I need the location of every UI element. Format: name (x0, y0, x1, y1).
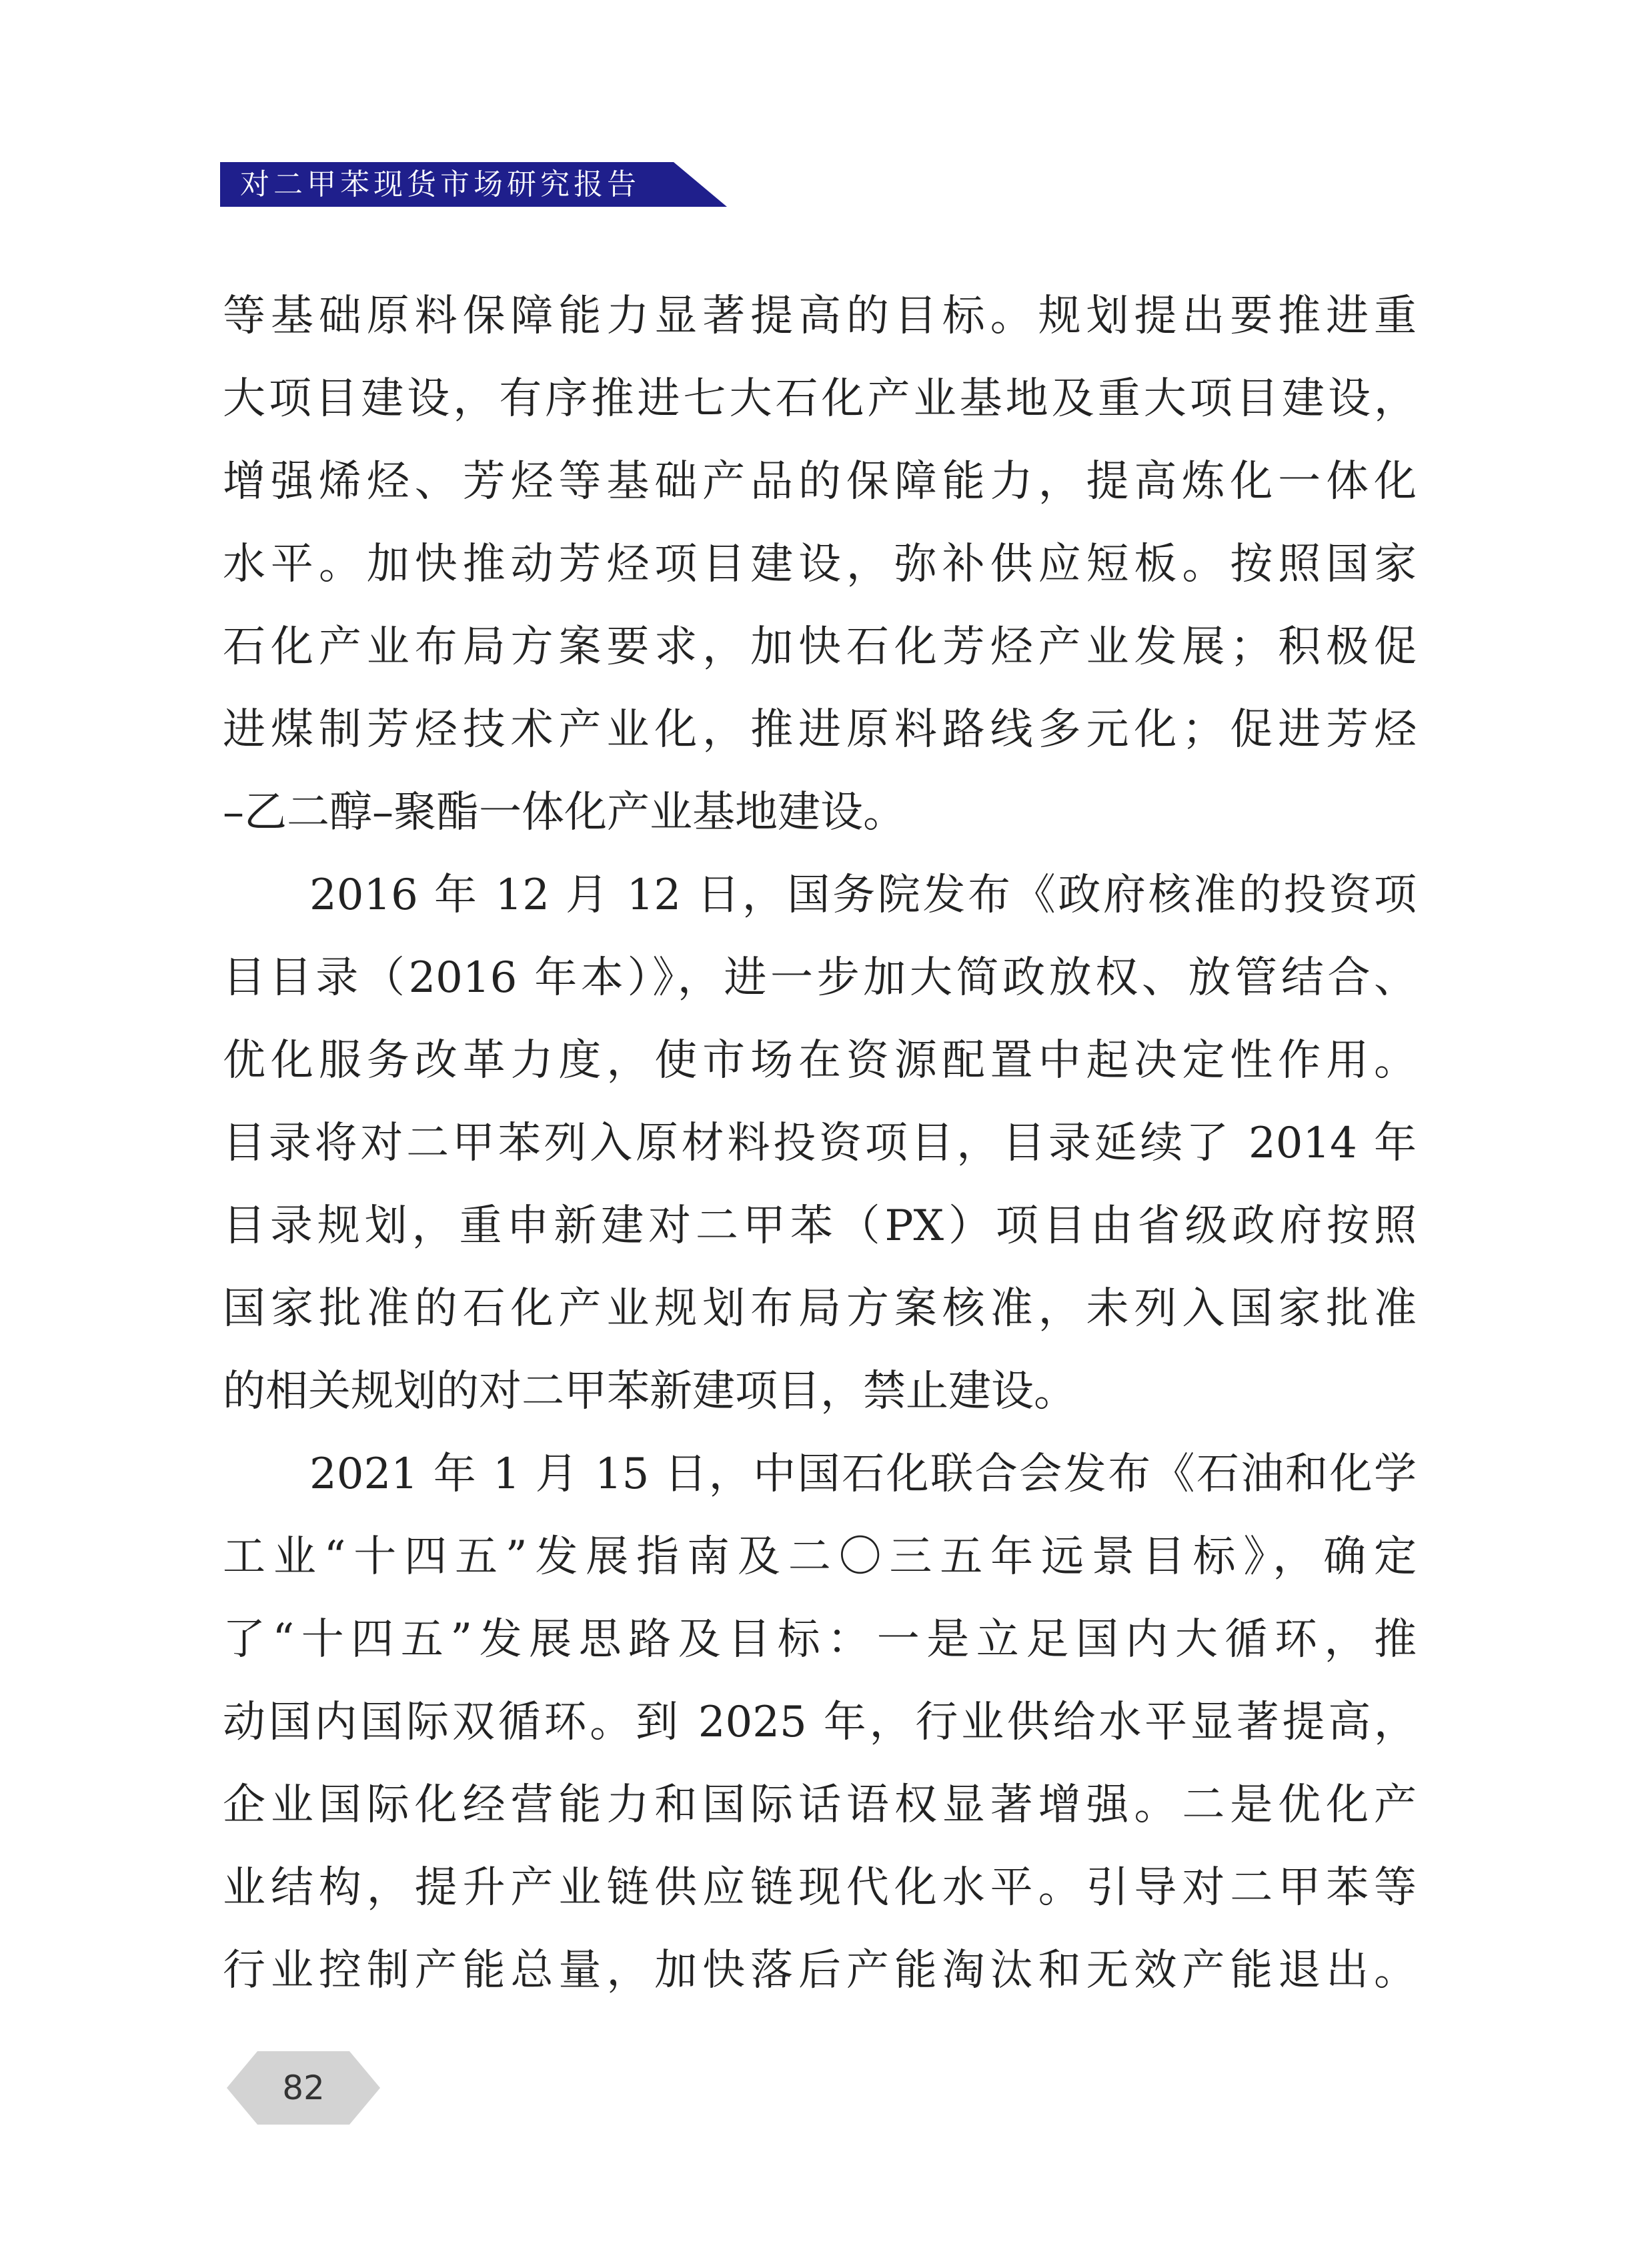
paragraph-2-line: 国家批准的石化产业规划布局方案核准，未列入国家批准 (223, 1284, 1417, 1333)
page-number: 82 (282, 2069, 325, 2107)
paragraph-2-line: 目录将对二甲苯列入原材料投资项目，目录延续了 2014 年 (223, 1119, 1417, 1168)
paragraph-2-line: 2016 年 12 月 12 日，国务院发布《政府核准的投资项 (309, 871, 1417, 920)
paragraph-3-line: 了“十四五”发展思路及目标：一是立足国内大循环，推 (223, 1615, 1417, 1664)
paragraph-1-line: 等基础原料保障能力显著提高的目标。规划提出要推进重 (223, 292, 1417, 341)
paragraph-3-line: 2021 年 1 月 15 日，中国石化联合会发布《石油和化学 (309, 1450, 1417, 1499)
paragraph-1-line: –乙二醇–聚酯一体化产业基地建设。 (223, 788, 906, 837)
running-header-title: 对二甲苯现货市场研究报告 (240, 167, 640, 201)
paragraph-2-line: 目录规划，重申新建对二甲苯（PX）项目由省级政府按照 (223, 1201, 1417, 1251)
paragraph-3-line: 企业国际化经营能力和国际话语权显著增强。二是优化产 (223, 1780, 1417, 1830)
paragraph-1-line: 进煤制芳烃技术产业化，推进原料路线多元化；促进芳烃 (223, 705, 1417, 754)
paragraph-3-line: 行业控制产能总量，加快落后产能淘汰和无效产能退出。 (223, 1946, 1417, 1995)
paragraph-3-line: 业结构，提升产业链供应链现代化水平。引导对二甲苯等 (223, 1863, 1417, 1912)
paragraph-3-line: 动国内国际双循环。到 2025 年，行业供给水平显著提高， (223, 1698, 1417, 1747)
paragraph-1-line: 增强烯烃、芳烃等基础产品的保障能力，提高炼化一体化 (223, 457, 1417, 506)
body-text (223, 275, 1417, 2012)
paragraph-2-line: 的相关规划的对二甲苯新建项目，禁止建设。 (223, 1367, 1076, 1416)
paragraph-2-line: 优化服务改革力度，使市场在资源配置中起决定性作用。 (223, 1036, 1417, 1085)
paragraph-2-line: 目目录（2016 年本）》，进一步加大简政放权、放管结合、 (223, 953, 1417, 1003)
paragraph-3-line: 工业“十四五”发展指南及二〇三五年远景目标》，确定 (223, 1532, 1417, 1582)
paragraph-1-line: 石化产业布局方案要求，加快石化芳烃产业发展；积极促 (223, 622, 1417, 672)
paragraph-1-line: 大项目建设，有序推进七大石化产业基地及重大项目建设， (223, 374, 1417, 424)
paragraph-1-line: 水平。加快推动芳烃项目建设，弥补供应短板。按照国家 (223, 540, 1417, 589)
